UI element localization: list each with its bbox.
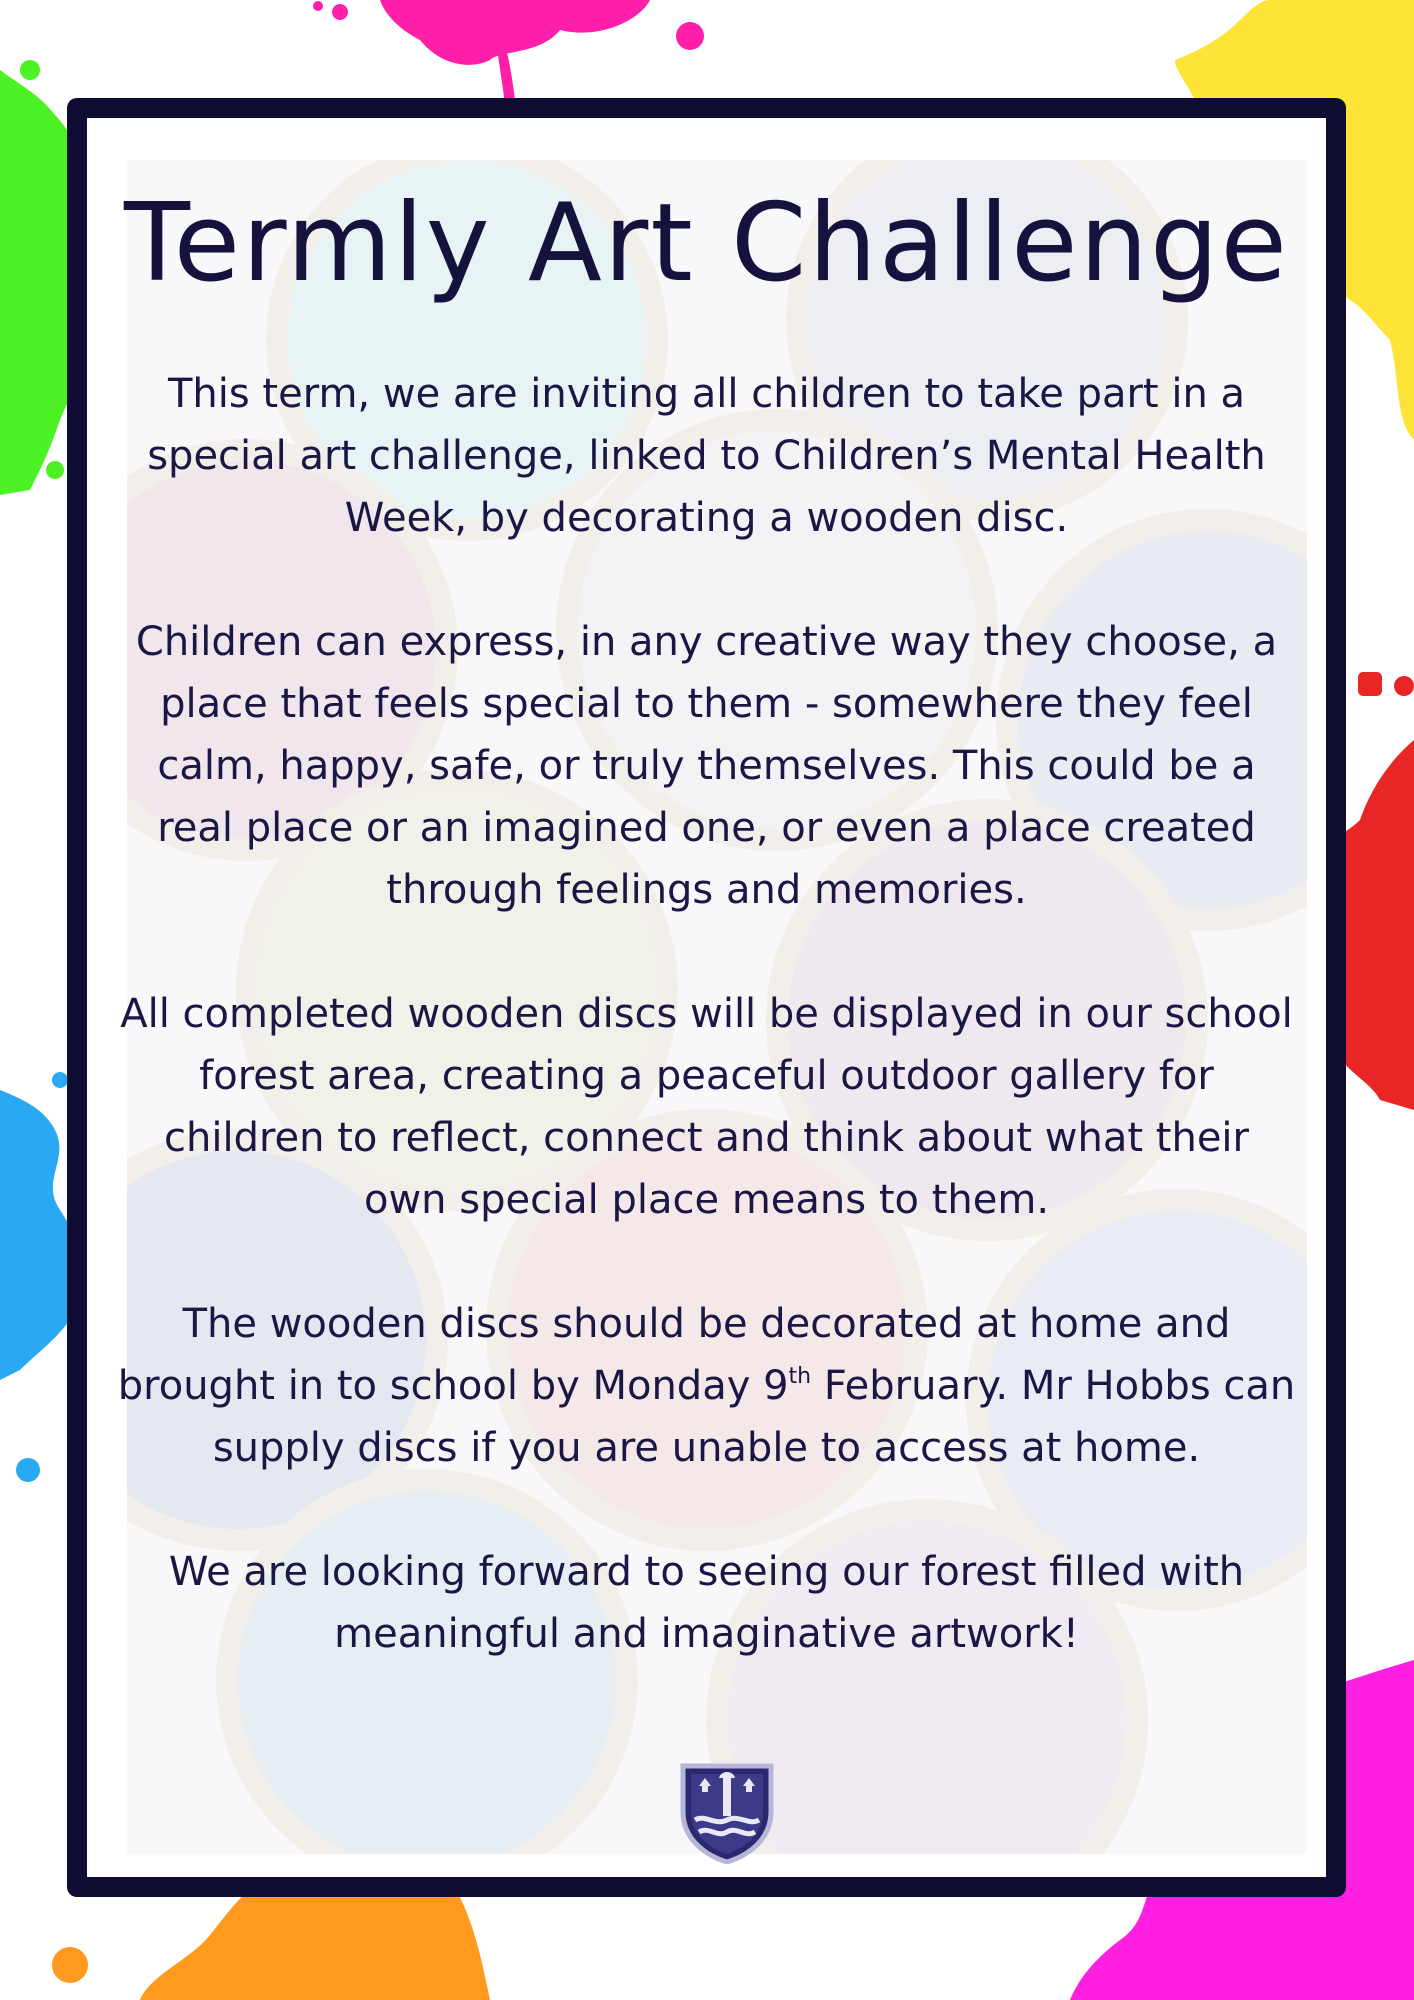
date-ordinal-suffix: th xyxy=(788,1364,812,1389)
poster-title: Termly Art Challenge xyxy=(124,181,1289,306)
intro-paragraph: This term, we are inviting all children to take part in a special art challenge, linked to Children’s Mental Health Week, by decorating a wooden disc. xyxy=(147,371,1266,541)
deadline-text-end: February. Mr Hobbs can supply discs if you are unable to access at home. xyxy=(212,1363,1296,1471)
school-crest-logo xyxy=(677,1760,777,1864)
closing-paragraph: We are looking forward to seeing our forest filled with meaningful and imaginative artwork! xyxy=(168,1549,1245,1657)
poster-frame xyxy=(67,98,1346,1897)
display-paragraph: All completed wooden discs will be displayed in our school forest area, creating a peaceful outdoor gallery for children to reflect, connect and think about what their own special place means to them. xyxy=(120,991,1293,1223)
deadline-text-start: The wooden discs should be decorated at home and brought in to school by Monday 9 xyxy=(117,1301,1231,1409)
description-paragraph: Children can express, in any creative way they choose, a place that feels special to them - somewhere they feel calm, happy, safe, or truly themselves. This could be a real place or an imagined one, or even a place created through feelings and memories. xyxy=(135,619,1278,913)
deadline-paragraph xyxy=(117,1293,1296,1479)
poster-body xyxy=(117,363,1296,1727)
